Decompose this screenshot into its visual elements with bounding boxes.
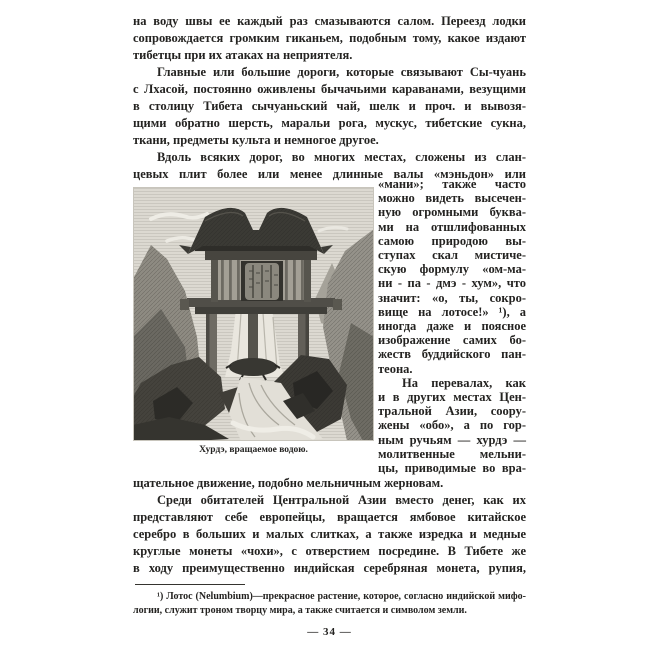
- paragraph-roads: [133, 64, 526, 149]
- footnote-line: ¹) Лотос (Nelumbium)—прекрасное растение, которое, согласно индийской мифо-: [157, 591, 526, 603]
- text-line: жеств буддийского пан-: [378, 347, 526, 362]
- text-line: «мани»; также часто: [378, 177, 526, 191]
- text-line: ткани, предметы культа и немногое другое.: [133, 133, 379, 147]
- text-line: с Лхасой, постоянно оживлены бычачьими караванами, везущими: [133, 82, 526, 96]
- figure: [133, 187, 374, 475]
- page-number: — 34 —: [307, 626, 352, 639]
- text-line: и в других местах Цен-: [378, 390, 526, 405]
- text-line: можно видеть высечен-: [378, 191, 526, 206]
- text-line: скую формулу «ом-ма-: [378, 262, 526, 277]
- text-line: Среди обитателей Центральной Азии вместо денег, как их: [157, 493, 526, 508]
- text-line: Главные или большие дороги, которые связывают Сы-чуань: [157, 65, 526, 79]
- text-line: сопровождается громким гиканьем, подобным тому, какое издают: [133, 31, 526, 45]
- text-line: Вдоль всяких дорог, во многих местах, сложены из слан-: [157, 150, 526, 164]
- paragraph-money: [133, 492, 526, 577]
- text-line: жены «обо», а по гор-: [378, 418, 526, 433]
- text-line: цы, приводимые во вра-: [378, 461, 526, 476]
- text-line: значит: «о, ты, сокро-: [378, 290, 526, 305]
- text-line: цевых плит более или менее длинные валы «мэньдон» или: [133, 167, 526, 181]
- footnote-separator: [135, 584, 245, 585]
- text-line: щими обратно шерсть, маральи рога, мускус, тибетские сукна,: [133, 116, 526, 130]
- footnote-line: логии, служит троном творцу мира, а также считается и символом земли.: [133, 604, 467, 616]
- text-line: представляют себе европейцы, вращается ямбовое китайское: [133, 510, 526, 525]
- narrow-column: [378, 177, 526, 475]
- figure-caption: Хурдэ, вращаемое водою.: [199, 445, 308, 455]
- text-line: ступах скал мистиче-: [378, 248, 526, 263]
- text-line: серебро в больших и малых слитках, а также изредка и медные: [133, 527, 526, 542]
- footnote: [133, 590, 526, 617]
- text-line: ную огромными буква-: [378, 205, 526, 220]
- text-line: ни - па - дмэ - хум», что: [378, 276, 526, 291]
- text-line: изображение самих бо-: [378, 333, 526, 348]
- text-line: в столицу Тибета сычуаньский чай, шелк и проч. и вывозя-: [133, 99, 526, 113]
- text-line: самою природою вы-: [378, 233, 526, 248]
- text-line: тибетцы при их атаках на неприятеля.: [133, 48, 353, 62]
- text-line: круглые монеты «чохи», с отверстием посредине. В Тибете же: [133, 544, 526, 559]
- text-line: На перевалах, как: [402, 375, 526, 390]
- figure-image: [133, 187, 374, 441]
- text-line: ным ручьям — хурдэ —: [378, 432, 526, 447]
- text-line: молитвенные мельни-: [378, 446, 526, 461]
- paragraph-obo-end: [133, 475, 526, 492]
- text-line: на воду швы ее каждый раз смазываются салом. Переезд лодки: [133, 14, 526, 28]
- text-line: в ходу преимущественно индийская серебряная монета, рупия,: [133, 561, 526, 576]
- text-line: теона.: [378, 361, 413, 376]
- text-line: щательное движение, подобно мельничным жерновам.: [133, 476, 444, 491]
- text-line: тральной Азии, соору-: [378, 404, 526, 419]
- text-line: ми на отшлифованных: [378, 219, 526, 234]
- text-block: [133, 13, 526, 638]
- figure-row: [133, 177, 526, 476]
- text-line: вище на лотосе!» ¹), а: [378, 304, 526, 319]
- prayer-wheel-engraving: [133, 187, 374, 441]
- paragraph-boat: [133, 13, 526, 64]
- text-line: иногда даже и поясное: [378, 319, 526, 334]
